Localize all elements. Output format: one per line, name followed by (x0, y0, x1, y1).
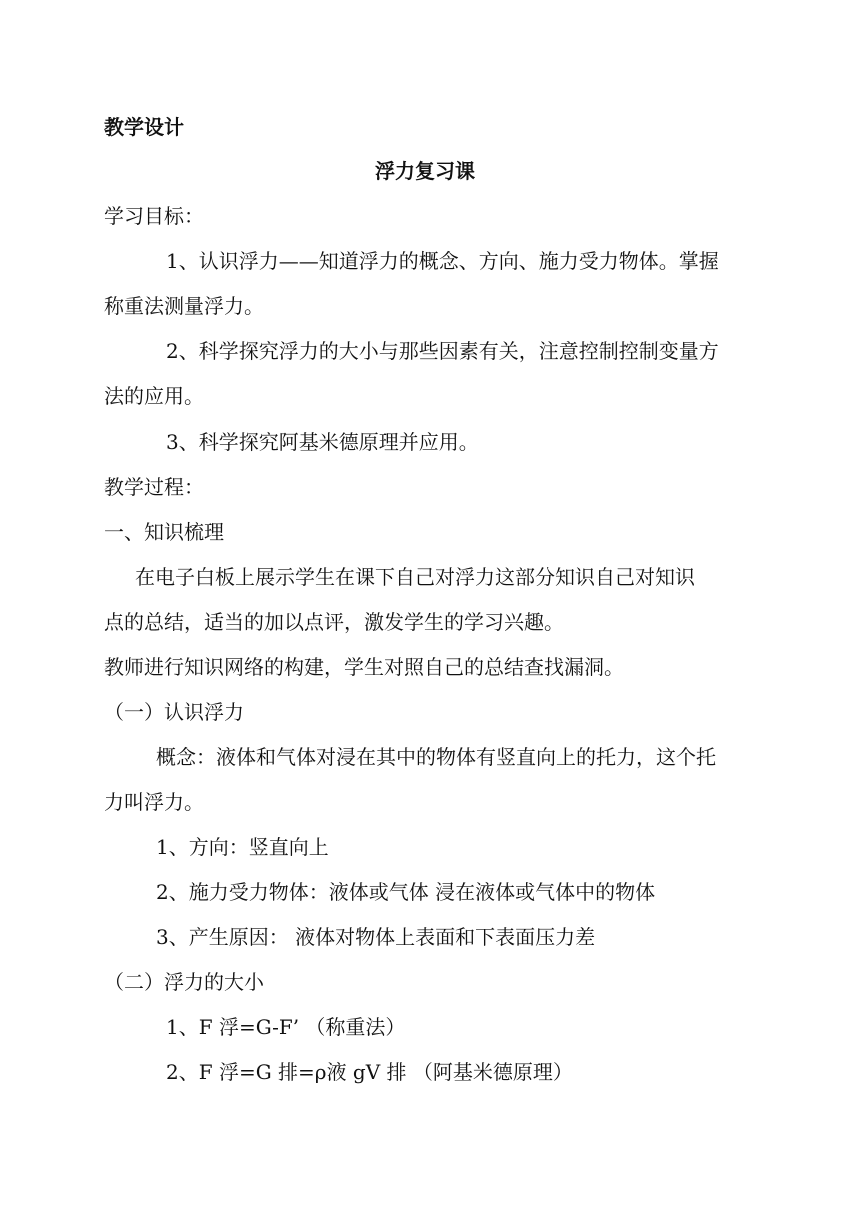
paragraph-2: 教师进行知识网络的构建，学生对照自己的总结查找漏洞。 (104, 655, 624, 679)
section-1-heading: 一、知识梳理 (104, 520, 224, 544)
item-objects: 2、施力受力物体：液体或气体 浸在液体或气体中的物体 (156, 880, 656, 904)
item-cause: 3、产生原因： 液体对物体上表面和下表面压力差 (156, 925, 596, 949)
goal-2-line-2: 法的应用。 (104, 384, 204, 408)
paragraph-1-line-2: 点的总结，适当的加以点评，激发学生的学习兴趣。 (104, 610, 564, 634)
subsection-2-heading: （二）浮力的大小 (104, 970, 264, 994)
paragraph-1-line-1: 在电子白板上展示学生在课下自己对浮力这部分知识自己对知识 (135, 565, 695, 589)
goals-heading: 学习目标： (104, 204, 204, 228)
doc-title: 浮力复习课 (375, 159, 475, 183)
concept-line-1: 概念：液体和气体对浸在其中的物体有竖直向上的托力，这个托 (156, 745, 716, 769)
goal-1-line-1: 1、认识浮力——知道浮力的概念、方向、施力受力物体。掌握 (166, 249, 719, 273)
goal-3: 3、科学探究阿基米德原理并应用。 (166, 430, 479, 454)
item-direction: 1、方向：竖直向上 (156, 835, 329, 859)
goal-2-line-1: 2、科学探究浮力的大小与那些因素有关，注意控制控制变量方 (166, 339, 719, 363)
concept-line-2: 力叫浮力。 (104, 790, 204, 814)
goal-1-line-2: 称重法测量浮力。 (104, 294, 264, 318)
formula-weighing-method: 1、F 浮=G-F’ （称重法） (166, 1015, 406, 1039)
doc-header: 教学设计 (104, 115, 184, 139)
subsection-1-heading: （一）认识浮力 (104, 700, 244, 724)
formula-archimedes: 2、F 浮=G 排=ρ液 gV 排 （阿基米德原理） (166, 1060, 573, 1084)
process-heading: 教学过程： (104, 475, 204, 499)
